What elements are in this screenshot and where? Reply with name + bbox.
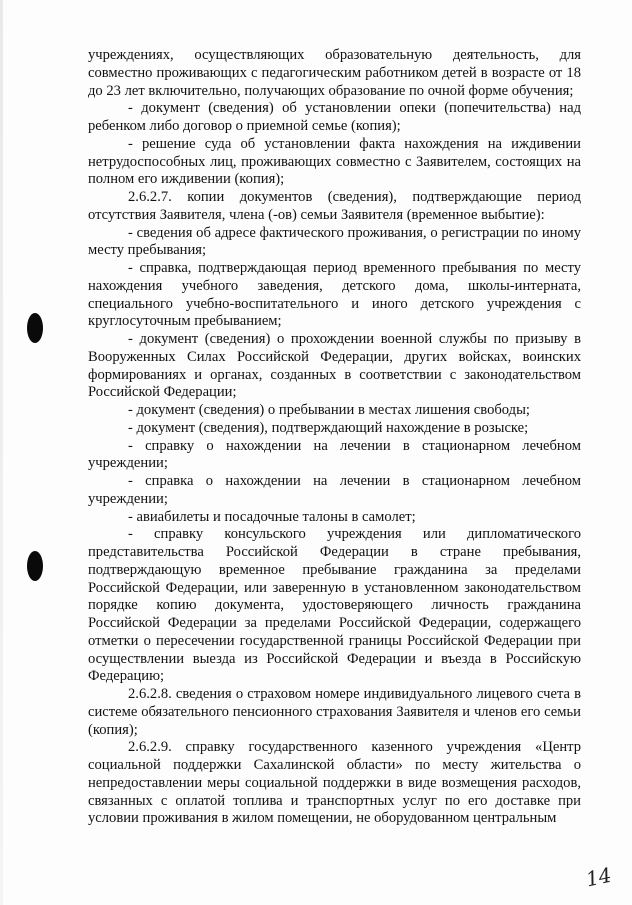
page-edge-shadow [0,0,3,905]
paragraph: - документ (сведения) об установлении опеки (попечительства) над ребенком либо договор о приемной семье (копия); [88,100,581,134]
paragraph: - авиабилеты и посадочные талоны в самолет; [128,508,416,525]
paragraph: 2.6.2.8. сведения о страховом номере индивидуального лицевого счета в системе обязательного пенсионного страхования Заявителя и членов его семьи (копия); [88,686,581,738]
paragraph: - сведения об адресе фактического проживания, о регистрации по иному месту пребывания; [88,224,581,259]
punch-hole-mark [27,551,43,581]
paragraph: учреждениях, осуществляющих образовательную деятельность, для совместно проживающих с педагогическим работником детей в возрасте от 18 до 23 лет включительно, получающих образование по очной форме обучения; [88,47,581,99]
paragraph: 2.6.2.7. копии документов (сведения), подтверждающие период отсутствия Заявителя, члена (-ов) семьи Заявителя (временное выбытие): [88,189,581,223]
paragraph: - документ (сведения) о прохождении военной службы по призыву в Вооруженных Силах Российской Федерации, других войсках, воинских формированиях и органах, созданных в соответствии с законодательством Российской Федерации; [88,331,581,401]
document-body [88,47,581,828]
paragraph: - документ (сведения), подтверждающий нахождение в розыске; [128,419,529,436]
paragraph: - решение суда об установлении факта нахождения на иждивении нетрудоспособных лиц, проживающих совместно с Заявителем, состоящих на полном его иждивении (копия); [88,135,581,188]
paragraph: - справка о нахождении на лечении в стационарном лечебном учреждении; [88,473,581,507]
paragraph: - документ (сведения) о пребывании в местах лишения свободы; [128,402,530,418]
handwritten-page-number: 14 [583,862,614,892]
paragraph: - справку о нахождении на лечении в стационарном лечебном учреждении; [88,437,581,472]
punch-hole-mark [27,313,43,343]
paragraph: - справку консульского учреждения или дипломатического представительства Российской Федерации в стране пребывания, подтверждающую временное пребывание гражданина за пределами Российской Федерации, или заверенную в установленном законодательством порядке копию документа, удостоверяющего личность гражданина Российской Федерации за пределами Российской Федерации, содержащего отметки о пересечении государственной границы Российской Федерации при осуществлении выезда из Российской Федерации и въезда в Российскую Федерацию; [88,526,581,685]
paragraph: 2.6.2.9. справку государственного казенного учреждения «Центр социальной поддержки Сахалинской области» по месту жительства о непредоставлении меры социальной поддержки в виде возмещения расходов, связанных с оплатой топлива и транспортных услуг по его доставке при условии проживания в жилом помещении, не оборудованном центральным [88,739,581,827]
paragraph: - справка, подтверждающая период временного пребывания по месту нахождения учебного заведения, детского дома, школы-интерната, специального учебно-воспитательного и иного детского учреждения с круглосуточным пребыванием; [88,260,581,330]
